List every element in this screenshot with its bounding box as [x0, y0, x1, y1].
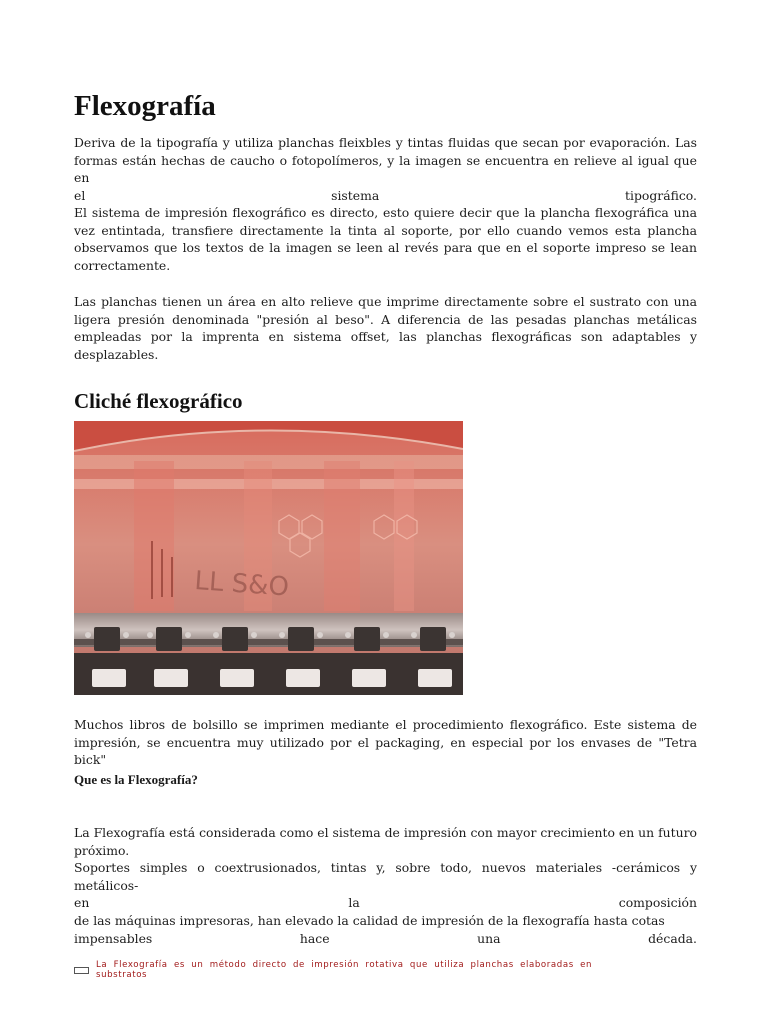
paragraph-direct-system: El sistema de impresión flexográfico es directo, esto quiere decir que la plancha flexográfica una vez entintada, transfiere directamente la tinta al soporte, por ello cuando vemos esta plancha observamos que los textos de la imagen se leen al revés para que en el soporte impreso se lean correctamente. — [74, 205, 697, 273]
footer-note — [74, 960, 634, 980]
word: composición — [618, 895, 697, 911]
page-title: Flexografía — [74, 90, 216, 122]
growth-line-1: La Flexografía está considerada como el sistema de impresión con mayor crecimiento en un futuro próximo. — [74, 825, 697, 858]
intro-text: Deriva de la tipografía y utiliza planchas fleixbles y tintas fluidas que secan por evaporación. Las formas están hechas de caucho o fotopolímeros, y la imagen se encuentra en relieve al igual que en — [74, 135, 697, 186]
section-title: Cliché flexográfico — [74, 389, 243, 413]
growth-line-3 — [74, 894, 697, 912]
word: impensables — [74, 930, 153, 946]
growth-line-2: Soportes simples o coextrusionados, tintas y, sobre todo, nuevos materiales -cerámicos y metálicos- — [74, 860, 697, 893]
footer-text: La Flexografía es un método directo de impresión rotativa que utiliza planchas elaboradas en substratos — [96, 960, 593, 980]
word: hace — [299, 930, 330, 946]
svg-text:LL S&O: LL S&O — [193, 566, 290, 603]
word: una — [477, 930, 501, 946]
intro-last-line — [74, 187, 697, 205]
word: sistema — [331, 187, 380, 203]
word: tipográfico. — [625, 187, 697, 203]
growth-line-4: de las máquinas impresoras, han elevado la calidad de impresión de la flexografía hasta cotas — [74, 912, 665, 928]
checkbox-icon — [74, 967, 89, 974]
paragraph-pocket-books: Muchos libros de bolsillo se imprimen mediante el procedimiento flexográfico. Este sistema de impresión, se encuentra muy utilizado por el packaging, en especial por los envases de "Tetra bick" — [74, 717, 697, 768]
growth-line-5 — [74, 930, 697, 948]
intro-paragraph — [74, 134, 697, 204]
word: el — [74, 187, 86, 203]
plate-illustration — [74, 421, 463, 695]
photo-flexographic-plate — [74, 421, 463, 695]
paragraph-plates: Las planchas tienen un área en alto relieve que imprime directamente sobre el sustrato con una ligera presión denominada "presión al beso". A diferencia de las pesadas planchas metálicas empleadas por la imprenta en sistema offset, las planchas flexográficas son adaptables y desplazables. — [74, 294, 697, 362]
question-heading: Que es la Flexografía? — [74, 772, 198, 787]
paragraph-growth — [74, 824, 697, 947]
word: década. — [648, 930, 697, 946]
word: la — [348, 895, 360, 911]
word: en — [74, 895, 90, 911]
